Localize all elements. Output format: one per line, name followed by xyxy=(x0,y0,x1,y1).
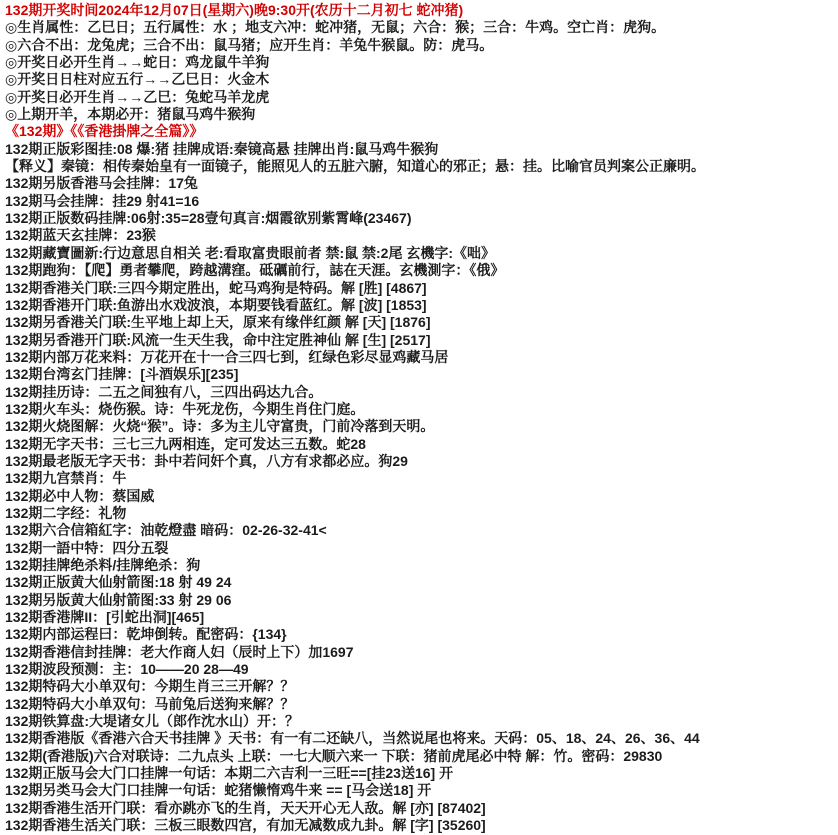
text-line-22: 132期台湾玄门挂牌：[斗酒娱乐][235] xyxy=(5,366,239,383)
text-line-26: 132期无字天书：三七三九两相连，定可发达三五数。蛇28 xyxy=(5,435,366,452)
text-lines-container xyxy=(5,2,838,835)
text-line-44: 132期(香港版)六合对联诗：二九点头 上联：一七大顺六来一 下联：猪前虎尾必中特 解：竹。密码：29830 xyxy=(5,747,663,764)
text-line-25: 132期火烧图解：火烧“猴”。诗：多为主儿守富贵，门前冷落到天明。 xyxy=(5,418,435,435)
text-line-4: ◎开奖日必开生肖→→蛇日：鸡龙鼠牛羊狗 xyxy=(5,54,270,71)
text-line-8: 《132期》《《香港掛牌之全篇》》 xyxy=(5,123,204,140)
text-line-27: 132期最老版无字天书：卦中若问奸个真，八方有求都必应。狗29 xyxy=(5,452,408,469)
text-line-34: 132期正版黄大仙射箭图:18 射 49 24 xyxy=(5,574,232,591)
text-line-3: ◎六合不出：龙兔虎；三合不出：鼠马猪；应开生肖：羊兔牛猴鼠。防：虎马。 xyxy=(5,36,494,53)
text-line-38: 132期香港信封挂牌：老大作商人妇（辰时上下）加1697 xyxy=(5,643,354,660)
text-line-29: 132期必中人物：蔡国威 xyxy=(5,487,155,504)
text-line-13: 132期正版数码挂牌:06射:35=28壹句真言:烟霞欲别紫霄峰(23467) xyxy=(5,210,412,227)
text-line-17: 132期香港关门联:三四今期定胜出，蛇马鸡狗是特码。解 [胜] [4867] xyxy=(5,279,427,296)
text-line-39: 132期波段预测：主：10——20 28—49 xyxy=(5,661,249,678)
text-line-20: 132期另香港开门联:风流一生天生我，命中注定胜神仙 解 [生] [2517] xyxy=(5,331,431,348)
text-line-5: ◎开奖日日柱对应五行→→乙巳日：火金木 xyxy=(5,71,270,88)
text-line-37: 132期内部运程曰：乾坤倒转。配密码：{134} xyxy=(5,626,287,643)
text-line-14: 132期蓝天玄挂牌：23猴 xyxy=(5,227,156,244)
text-line-16: 132期跑狗：【爬】勇者攀爬，跨越溝窪。砥礪前行，誌在天涯。玄機測字：《俄》 xyxy=(5,262,505,279)
text-line-1: 132期开奖时间2024年12月07日(星期六)晚9:30开(农历十二月初七 蛇冲猪) xyxy=(5,2,464,18)
text-line-32: 132期一語中特：四分五裂 xyxy=(5,539,169,556)
text-line-48: 132期香港生活关门联：三板三眼数四宫，有加无减数成九卦。解 [字] [35260] xyxy=(5,817,486,834)
text-line-12: 132期马会挂牌：挂29 射41=16 xyxy=(5,192,200,209)
text-line-35: 132期另版黄大仙射箭图:33 射 29 06 xyxy=(5,591,232,608)
text-line-41: 132期特码大小单双句：马前兔后送狗来解？？ xyxy=(5,695,295,712)
text-line-30: 132期二字经：礼物 xyxy=(5,504,127,521)
text-line-40: 132期特码大小单双句：今期生肖三三开解？？ xyxy=(5,678,295,695)
text-line-28: 132期九宫禁肖：牛 xyxy=(5,470,127,487)
text-line-42: 132期铁算盘:大堤诸女儿（郎作沈水山）开：？ xyxy=(5,713,300,730)
text-line-45: 132期正版马会大门口挂牌一句话：本期二六吉利一三旺==[挂23送16] 开 xyxy=(5,765,454,782)
text-line-46: 132期另类马会大门口挂牌一句话：蛇猪懒惰鸡牛来 == [马会送18] 开 xyxy=(5,782,432,799)
text-line-2: ◎生肖属性：乙巳日；五行属性：水 ；地支六冲：蛇冲猪，无鼠；六合：猴；三合：牛鸡。空亡肖：虎狗。 xyxy=(5,19,666,36)
text-line-21: 132期内部万花来料：万花开在十一合三四七到，红绿色彩尽显鸡藏马居 xyxy=(5,348,449,365)
text-line-36: 132期香港牌II：[引蛇出洞][465] xyxy=(5,609,205,626)
text-line-6: ◎开奖日必开生肖→→乙巳：兔蛇马羊龙虎 xyxy=(5,88,270,105)
text-line-10: 【释义】秦镜：相传秦始皇有一面镜子，能照见人的五脏六腑，知道心的邪正；悬：挂。比喻官员判案公正廉明。 xyxy=(5,158,705,175)
text-line-47: 132期香港生活开门联：看亦跳亦飞的生肖，天天开心无人敌。解 [亦] [87402] xyxy=(5,799,486,816)
text-line-33: 132期挂牌绝杀料/挂牌绝杀：狗 xyxy=(5,557,201,573)
text-line-43: 132期香港版《香港六合天书挂牌 》天书：有一有二还缺八，当然说尾也将来。天码：05、18、24、26、36、44 xyxy=(5,730,700,747)
text-line-18: 132期香港开门联:鱼游出水戏波浪，本期要钱看蓝红。解 [波] [1853] xyxy=(5,296,427,313)
text-line-15: 132期藏寶圖新:行边意思自相关 老:看取富贵眼前者 禁:鼠 禁:2尾 玄機字:《咄》 xyxy=(5,244,496,261)
text-line-24: 132期火车头：烧伤猴。诗：牛死龙伤，今期生肖住门庭。 xyxy=(5,400,365,417)
text-line-7: ◎上期开羊，本期必开：猪鼠马鸡牛猴狗 xyxy=(5,106,256,123)
text-line-9: 132期正版彩图挂:08 爆:猪 挂牌成语:秦镜高悬 挂牌出肖:鼠马鸡牛猴狗 xyxy=(5,140,439,157)
text-line-31: 132期六合信箱紅字：油乾燈盡 暗码：02-26-32-41< xyxy=(5,522,327,539)
text-line-11: 132期另版香港马会挂牌：17兔 xyxy=(5,175,198,192)
text-line-23: 132期挂历诗：二五之间独有八，三四出码达九合。 xyxy=(5,383,323,400)
text-line-19: 132期另香港关门联:生平地上却上天，原来有缘伴红颜 解 [天] [1876] xyxy=(5,314,431,331)
